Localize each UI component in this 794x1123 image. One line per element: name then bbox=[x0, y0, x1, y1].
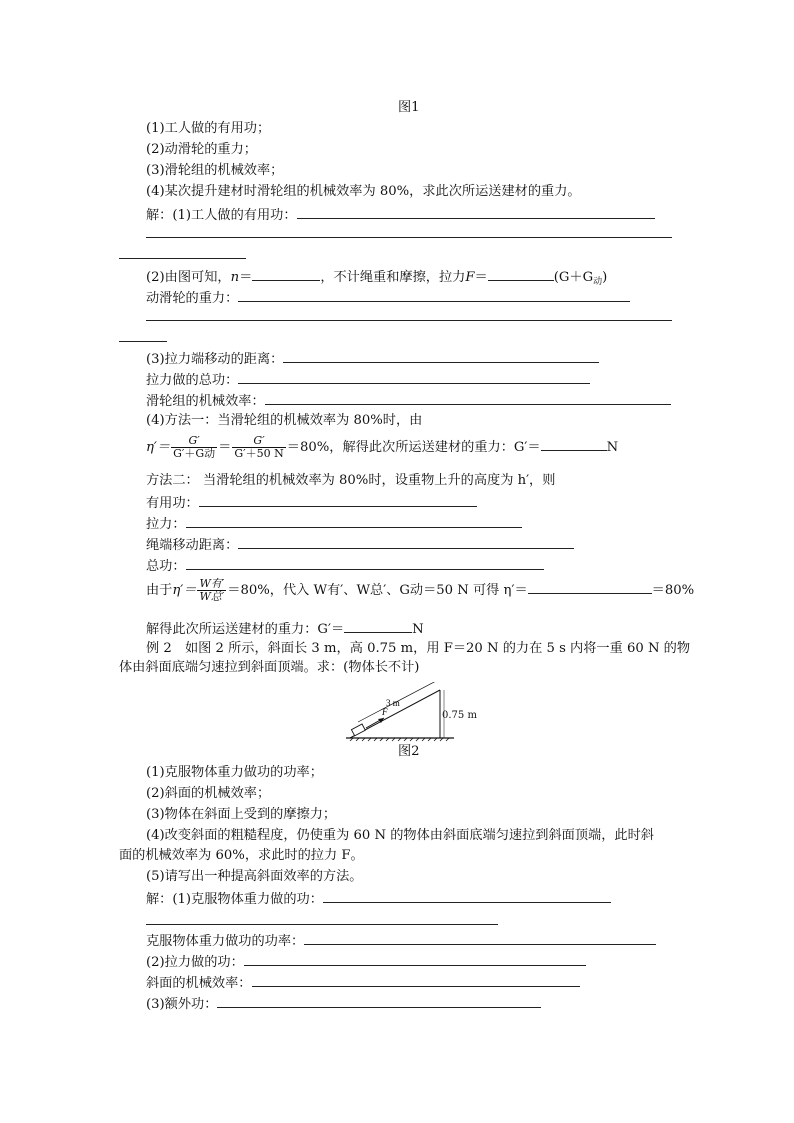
ex2-solution-2-label: (2)拉力做的功： bbox=[146, 955, 244, 970]
solution-3-efficiency-label: 滑轮组的机械效率： bbox=[146, 394, 265, 409]
equation-2-middle: ＝80%，代入 W有′、W总′、G动＝50 N 可得 η′＝ bbox=[227, 583, 528, 598]
symbol-F: F bbox=[465, 270, 475, 285]
symbol-n: n bbox=[230, 270, 240, 285]
example-2-line-1: 例 2 如图 2 所示，斜面长 3 m，高 0.75 m，用 F＝20 N 的力在 5 s 内将一重 60 N 的物 bbox=[146, 641, 691, 656]
answer-blank[interactable] bbox=[265, 392, 671, 405]
fraction-2 bbox=[232, 435, 285, 460]
height-label: 0.75 m bbox=[442, 710, 477, 721]
ex2-solution-3-label: (3)额外功： bbox=[146, 997, 218, 1012]
force-label: F bbox=[382, 707, 388, 717]
ex2-question-5: (5)请写出一种提高斜面效率的方法。 bbox=[146, 869, 363, 884]
ex2-question-4-line-2: 面的机械效率为 60%，求此时的拉力 F。 bbox=[119, 848, 364, 863]
method-2-useful-work bbox=[146, 494, 477, 512]
solution-1-label: 解：(1)工人做的有用功： bbox=[146, 208, 297, 223]
example-2-line-2: 体由斜面底端匀速拉到斜面顶端。求：(物体长不计) bbox=[119, 660, 420, 675]
ex2-efficiency-label: 斜面的机械效率： bbox=[146, 976, 252, 991]
solution-3-distance bbox=[146, 350, 599, 368]
answer-blank-line[interactable] bbox=[146, 320, 672, 321]
question-2: (2)动滑轮的重力； bbox=[146, 142, 257, 157]
solution-2-intro: (2)由图可知， bbox=[146, 270, 231, 285]
answer-blank[interactable] bbox=[541, 438, 607, 451]
question-3: (3)滑轮组的机械效率； bbox=[146, 163, 284, 178]
answer-blank[interactable] bbox=[238, 289, 630, 302]
ex2-power-label: 克服物体重力做功的功率： bbox=[146, 934, 305, 949]
fraction-1 bbox=[171, 435, 217, 460]
answer-blank[interactable] bbox=[283, 350, 599, 363]
answer-blank-line[interactable] bbox=[119, 341, 167, 342]
equals-sign: ＝ bbox=[474, 270, 488, 285]
fraction-2-numerator: G′ bbox=[232, 435, 285, 448]
answer-blank[interactable] bbox=[488, 268, 554, 281]
ex2-question-4-line-1: (4)改变斜面的粗糙程度，仍使重为 60 N 的物体由斜面底端匀速拉到斜面顶端，此时斜 bbox=[146, 828, 654, 843]
answer-blank[interactable] bbox=[186, 557, 544, 570]
closing-paren: ) bbox=[602, 270, 608, 285]
equals-sign: ＝ bbox=[239, 270, 253, 285]
solution-2-text: ，不计绳重和摩擦，拉力 bbox=[320, 270, 466, 285]
answer-blank-line[interactable] bbox=[146, 924, 498, 925]
method-2-by-text: 由于 bbox=[146, 583, 173, 598]
eta-prime: η′＝ bbox=[146, 440, 171, 455]
fraction-3 bbox=[197, 578, 226, 603]
answer-blank-line[interactable] bbox=[119, 258, 246, 259]
ex2-solution-3 bbox=[146, 995, 541, 1013]
fraction-3-numerator: W有′ bbox=[199, 577, 225, 590]
fraction-1-denominator: G′＋G动 bbox=[173, 447, 216, 460]
efficiency-equation-2 bbox=[146, 576, 694, 606]
answer-blank[interactable] bbox=[252, 268, 320, 281]
block bbox=[351, 724, 365, 736]
ex2-question-3: (3)物体在斜面上受到的摩擦力； bbox=[146, 807, 337, 822]
method-2-result bbox=[146, 620, 424, 638]
answer-blank[interactable] bbox=[199, 494, 477, 507]
equation-1-tail: ＝80%，解得此次所运送建材的重力：G′＝ bbox=[286, 440, 541, 455]
ex2-solution-2-efficiency bbox=[146, 974, 580, 992]
length-label: 3 m bbox=[386, 698, 400, 708]
answer-blank[interactable] bbox=[297, 206, 655, 219]
question-4: (4)某次提升建材时滑轮组的机械效率为 80%，求此次所运送建材的重力。 bbox=[146, 184, 581, 199]
method-2-pull-label: 拉力： bbox=[146, 517, 186, 532]
method-2-total-work bbox=[146, 557, 544, 575]
eta-prime: η′＝ bbox=[172, 583, 197, 598]
figure-2-caption: 图2 bbox=[398, 744, 420, 759]
method-2-total-label: 总功： bbox=[146, 559, 186, 574]
question-1: (1)工人做的有用功； bbox=[146, 121, 271, 136]
method-2-pull-force bbox=[146, 515, 522, 533]
solution-3-label: (3)拉力端移动的距离： bbox=[146, 352, 284, 367]
solution-2-label: 动滑轮的重力： bbox=[146, 291, 239, 306]
solution-2-formula: (G＋G bbox=[553, 270, 594, 285]
solution-3-total-label: 拉力做的总功： bbox=[146, 373, 239, 388]
method-2-rope-distance bbox=[146, 536, 574, 554]
answer-blank[interactable] bbox=[344, 620, 412, 633]
method-2-useful-label: 有用功： bbox=[146, 496, 199, 511]
solution-2-pulley-weight bbox=[146, 289, 630, 307]
fraction-1-numerator: G′ bbox=[171, 435, 217, 448]
answer-blank[interactable] bbox=[528, 581, 652, 594]
answer-blank[interactable] bbox=[304, 932, 656, 945]
solution-2-line bbox=[146, 268, 607, 290]
unit-newton: N bbox=[412, 622, 424, 637]
answer-blank[interactable] bbox=[238, 536, 574, 549]
ex2-question-1: (1)克服物体重力做功的功率； bbox=[146, 765, 323, 780]
answer-blank[interactable] bbox=[323, 890, 611, 903]
figure-1-caption: 图1 bbox=[398, 100, 420, 115]
solution-3-total-work bbox=[146, 371, 590, 389]
solution-3-efficiency bbox=[146, 392, 671, 410]
equals-sign: ＝ bbox=[218, 440, 232, 455]
method-2-result-label: 解得此次所运送建材的重力：G′＝ bbox=[146, 622, 345, 637]
answer-blank-line[interactable] bbox=[146, 237, 672, 238]
ex2-solution-1-label: 解：(1)克服物体重力做的功： bbox=[146, 892, 323, 907]
fraction-2-denominator: G′＋50 N bbox=[234, 447, 284, 460]
method-2-distance-label: 绳端移动距离： bbox=[146, 538, 239, 553]
answer-blank[interactable] bbox=[217, 995, 541, 1008]
ex2-solution-1 bbox=[146, 890, 611, 908]
equation-2-end: ＝80% bbox=[651, 583, 695, 598]
solution-4-method-2: 方法二： 当滑轮组的机械效率为 80%时，设重物上升的高度为 h′，则 bbox=[146, 473, 556, 488]
efficiency-equation-1 bbox=[146, 433, 618, 463]
ex2-solution-2 bbox=[146, 953, 586, 971]
answer-blank[interactable] bbox=[186, 515, 522, 528]
ex2-solution-1-power bbox=[146, 932, 656, 950]
answer-blank[interactable] bbox=[252, 974, 580, 987]
unit-newton: N bbox=[606, 440, 619, 455]
solution-4-method-1: (4)方法一：当滑轮组的机械效率为 80%时，由 bbox=[146, 413, 423, 428]
solution-1-useful-work bbox=[146, 206, 655, 224]
answer-blank[interactable] bbox=[238, 371, 590, 384]
fraction-3-denominator: W总′ bbox=[199, 590, 225, 603]
answer-blank[interactable] bbox=[244, 953, 586, 966]
ex2-question-2: (2)斜面的机械效率； bbox=[146, 786, 271, 801]
subscript-dong: 动 bbox=[593, 277, 603, 287]
